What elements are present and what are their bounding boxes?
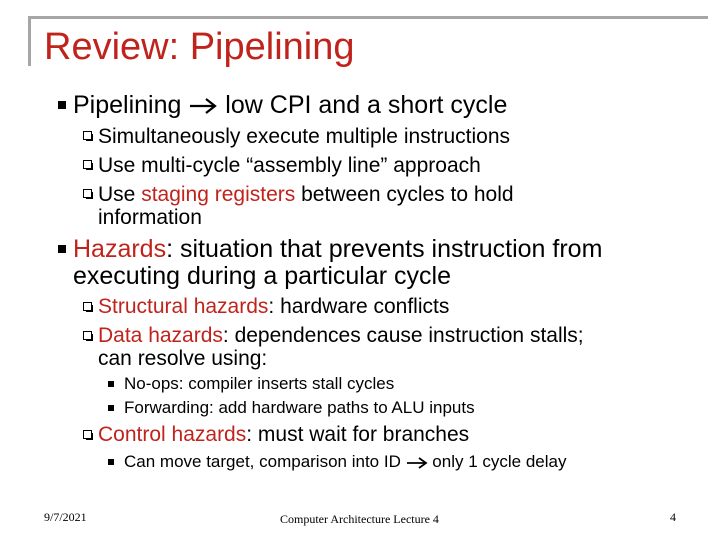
bullet-text: Can move target, comparison into ID [124, 452, 406, 471]
bullet-box [83, 189, 92, 198]
slide-title: Review: Pipelining [44, 26, 355, 68]
footer-date: 9/7/2021 [44, 510, 87, 524]
sub-bullet-continuation: can resolve using: [98, 347, 268, 370]
bullet-text: : dependences cause instruction stalls; [222, 324, 584, 347]
bullet-square [108, 381, 114, 387]
highlight-term: staging registers [141, 183, 296, 206]
bullet-text: low CPI and a short cycle [218, 91, 508, 119]
footer-page-number: 4 [670, 510, 676, 524]
bullet-box [83, 430, 92, 439]
bullet-text: between cycles to hold [295, 183, 514, 206]
sub-bullet-structural [98, 296, 449, 317]
bullet-text: only 1 cycle delay [427, 452, 567, 471]
bullet-text: : must wait for branches [246, 423, 470, 446]
sub-bullet-staging [98, 184, 514, 205]
highlight-term: Structural hazards [98, 295, 269, 318]
bullet-continuation: executing during a particular cycle [73, 262, 451, 290]
bullet-square [58, 101, 66, 109]
sub-bullet: Simultaneously execute multiple instructions [98, 125, 511, 148]
bullet-text: : hardware conflicts [268, 295, 450, 318]
bullet-text: : situation that prevents instruction from [166, 235, 603, 263]
bullet-box [83, 131, 92, 140]
bullet-box [83, 302, 92, 311]
sub-bullet-continuation: information [98, 206, 202, 229]
sub-sub-bullet: No-ops: compiler inserts stall cycles [124, 374, 395, 393]
bullet-hazards [73, 237, 602, 262]
bullet-square [108, 405, 114, 411]
bullet-box [83, 331, 92, 340]
bullet-box [83, 160, 92, 169]
sub-sub-bullet: Forwarding: add hardware paths to ALU inputs [124, 398, 475, 417]
bullet-text: Use [98, 183, 142, 206]
highlight-term: Data hazards [98, 324, 223, 347]
highlight-term: Control hazards [98, 423, 247, 446]
bullet-pipelining [73, 93, 507, 118]
sub-sub-bullet-move-target [124, 453, 566, 470]
bullet-square [108, 459, 114, 465]
sub-bullet: Use multi-cycle “assembly line” approach [98, 154, 481, 177]
sub-bullet-data [98, 325, 584, 346]
frame-left-line [28, 16, 31, 66]
footer-course: Computer Architecture Lecture 4 [280, 512, 439, 526]
bullet-text: Pipelining [73, 91, 189, 119]
right-arrow-icon [188, 97, 218, 115]
highlight-term: Hazards [73, 235, 167, 263]
frame-top-line [28, 16, 708, 19]
bullet-square [58, 245, 66, 253]
right-arrow-icon [406, 456, 428, 470]
sub-bullet-control [98, 424, 469, 445]
